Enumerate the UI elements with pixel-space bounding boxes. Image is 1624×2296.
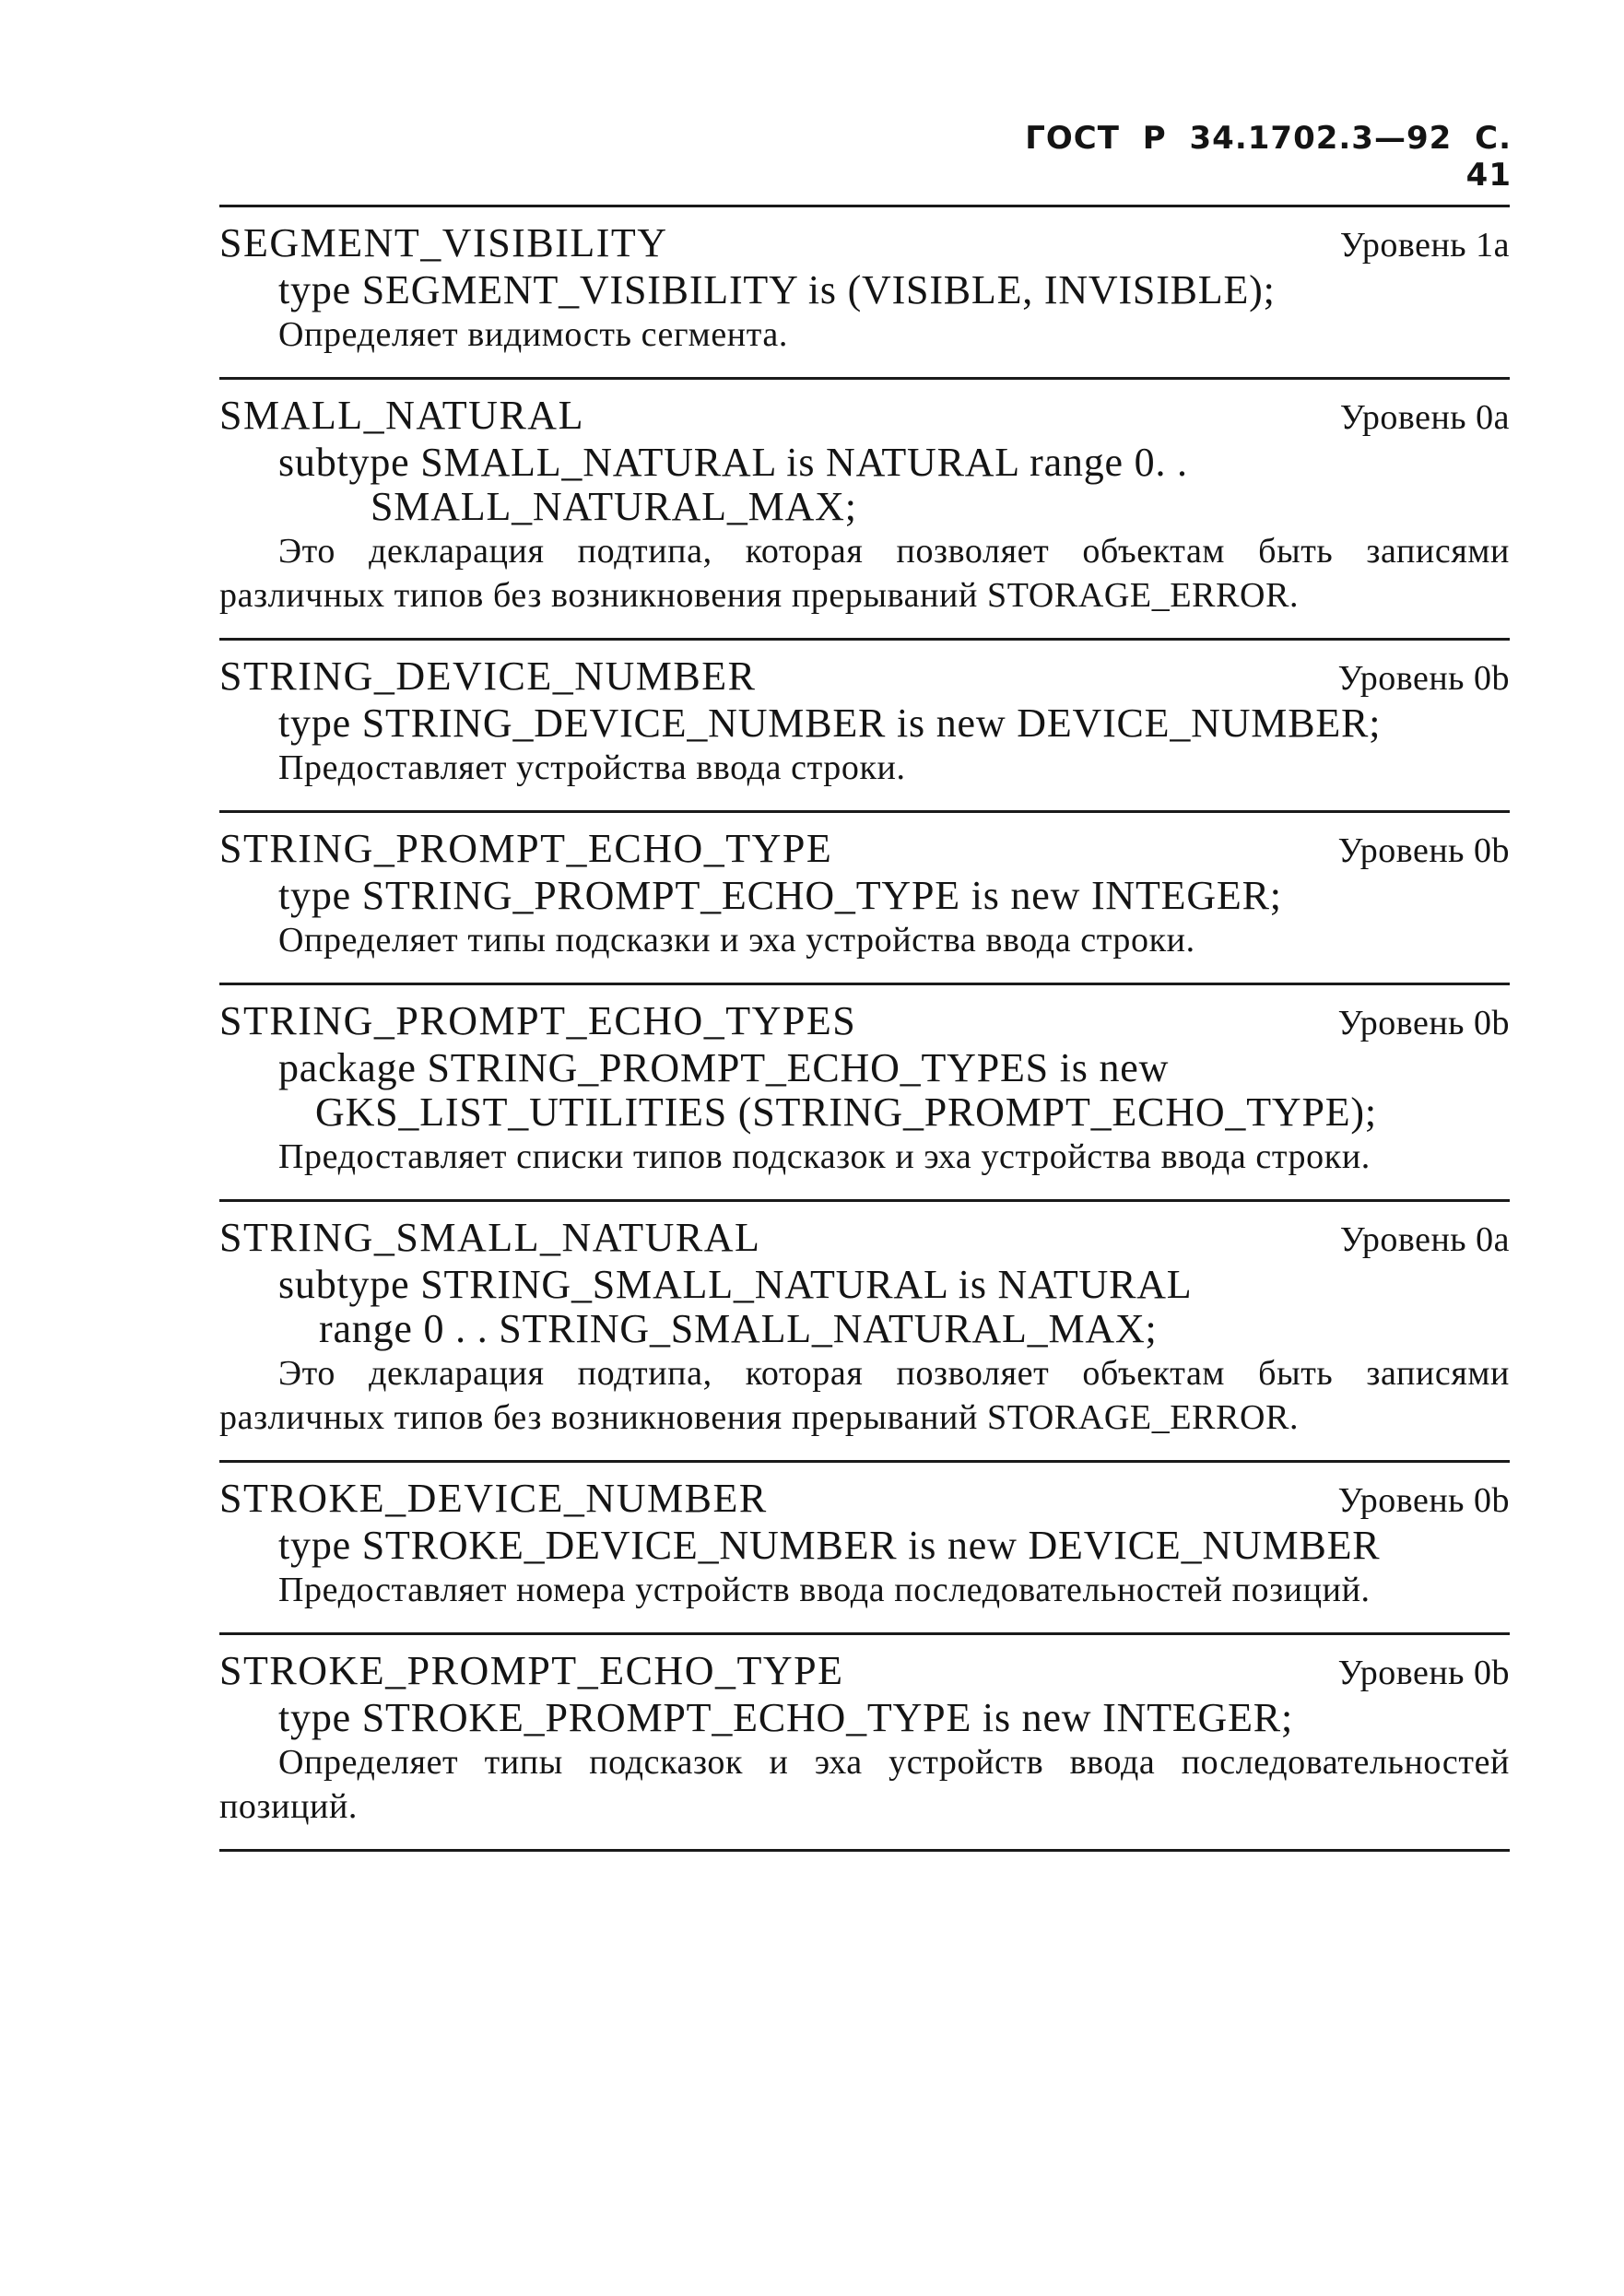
entry-string-prompt-echo-type bbox=[219, 810, 1510, 983]
page-number: С. 41 bbox=[1465, 120, 1512, 194]
entry-description: Предоставляет номера устройств ввода последовательностей позиций. bbox=[278, 1571, 1371, 1609]
entry-declaration bbox=[219, 874, 1510, 918]
entry-level: Уровень 0b bbox=[1337, 1654, 1510, 1692]
entry-name: STRING_PROMPT_ECHO_TYPES bbox=[219, 998, 857, 1043]
entry-level: Уровень 0a bbox=[1339, 1220, 1510, 1259]
entry-name: STROKE_DEVICE_NUMBER bbox=[219, 1476, 768, 1521]
declaration-line: package STRING_PROMPT_ECHO_TYPES is new bbox=[278, 1045, 1170, 1090]
entry-small-natural bbox=[219, 377, 1510, 638]
entry-level: Уровень 0b bbox=[1337, 1004, 1510, 1042]
declaration-line: subtype STRING_SMALL_NATURAL is NATURAL bbox=[278, 1262, 1193, 1307]
entry-level: Уровень 0b bbox=[1337, 831, 1510, 870]
entry-description: Определяет типы подсказок и эха устройств ввода последовательностей позиций. bbox=[219, 1743, 1510, 1826]
page-header bbox=[995, 120, 1512, 194]
entry-declaration bbox=[219, 441, 1510, 529]
entry-level: Уровень 1a bbox=[1339, 226, 1510, 265]
entry-level: Уровень 0a bbox=[1339, 398, 1510, 437]
entry-string-small-natural bbox=[219, 1199, 1510, 1460]
entry-declaration bbox=[219, 701, 1510, 746]
entry-name: SMALL_NATURAL bbox=[219, 393, 584, 438]
entry-name: STRING_DEVICE_NUMBER bbox=[219, 653, 757, 699]
declaration-line: type STROKE_PROMPT_ECHO_TYPE is new INTEGER; bbox=[278, 1695, 1293, 1740]
closing-rule bbox=[219, 1849, 1510, 1852]
entry-stroke-device-number bbox=[219, 1460, 1510, 1632]
declaration-continuation: GKS_LIST_UTILITIES (STRING_PROMPT_ECHO_TYPE); bbox=[315, 1089, 1377, 1135]
entry-name: STRING_PROMPT_ECHO_TYPE bbox=[219, 826, 833, 871]
document-title: ГОСТ Р 34.1702.3—92 bbox=[1025, 120, 1453, 157]
entry-name: SEGMENT_VISIBILITY bbox=[219, 220, 668, 265]
entry-level: Уровень 0b bbox=[1337, 1481, 1510, 1520]
entry-description: Предоставляет устройства ввода строки. bbox=[278, 748, 906, 787]
entry-segment-visibility bbox=[219, 205, 1510, 377]
entry-stroke-prompt-echo-type bbox=[219, 1632, 1510, 1849]
declaration-line: type STRING_PROMPT_ECHO_TYPE is new INTEGER; bbox=[278, 873, 1282, 918]
entry-description: Это декларация подтипа, которая позволяет объектам быть записями различных типов без возникновения прерываний STORAGE_ERROR. bbox=[219, 1354, 1510, 1437]
entry-description: Определяет видимость сегмента. bbox=[278, 315, 788, 354]
entry-description: Определяет типы подсказки и эха устройства ввода строки. bbox=[278, 921, 1195, 960]
declaration-continuation: range 0 . . STRING_SMALL_NATURAL_MAX; bbox=[319, 1306, 1158, 1351]
entry-name: STRING_SMALL_NATURAL bbox=[219, 1215, 761, 1260]
entry-string-prompt-echo-types bbox=[219, 983, 1510, 1199]
entry-declaration bbox=[219, 1046, 1510, 1135]
entry-name: STROKE_PROMPT_ECHO_TYPE bbox=[219, 1648, 844, 1693]
entry-description: Предоставляет списки типов подсказок и эха устройства ввода строки. bbox=[278, 1137, 1371, 1176]
declaration-continuation: SMALL_NATURAL_MAX; bbox=[371, 484, 857, 529]
declaration-line: type STRING_DEVICE_NUMBER is new DEVICE_NUMBER; bbox=[278, 701, 1382, 746]
entry-string-device-number bbox=[219, 638, 1510, 810]
entry-level: Уровень 0b bbox=[1337, 659, 1510, 698]
declaration-line: type SEGMENT_VISIBILITY is (VISIBLE, INVISIBLE); bbox=[278, 267, 1276, 312]
declaration-line: type STROKE_DEVICE_NUMBER is new DEVICE_NUMBER bbox=[278, 1523, 1381, 1568]
entry-list bbox=[219, 205, 1510, 1852]
declaration-line: subtype SMALL_NATURAL is NATURAL range 0. . bbox=[278, 440, 1188, 485]
entry-declaration bbox=[219, 1263, 1510, 1351]
entry-declaration bbox=[219, 1524, 1510, 1568]
entry-declaration bbox=[219, 1696, 1510, 1740]
entry-description: Это декларация подтипа, которая позволяет объектам быть записями различных типов без возникновения прерываний STORAGE_ERROR. bbox=[219, 532, 1510, 615]
entry-declaration bbox=[219, 268, 1510, 312]
